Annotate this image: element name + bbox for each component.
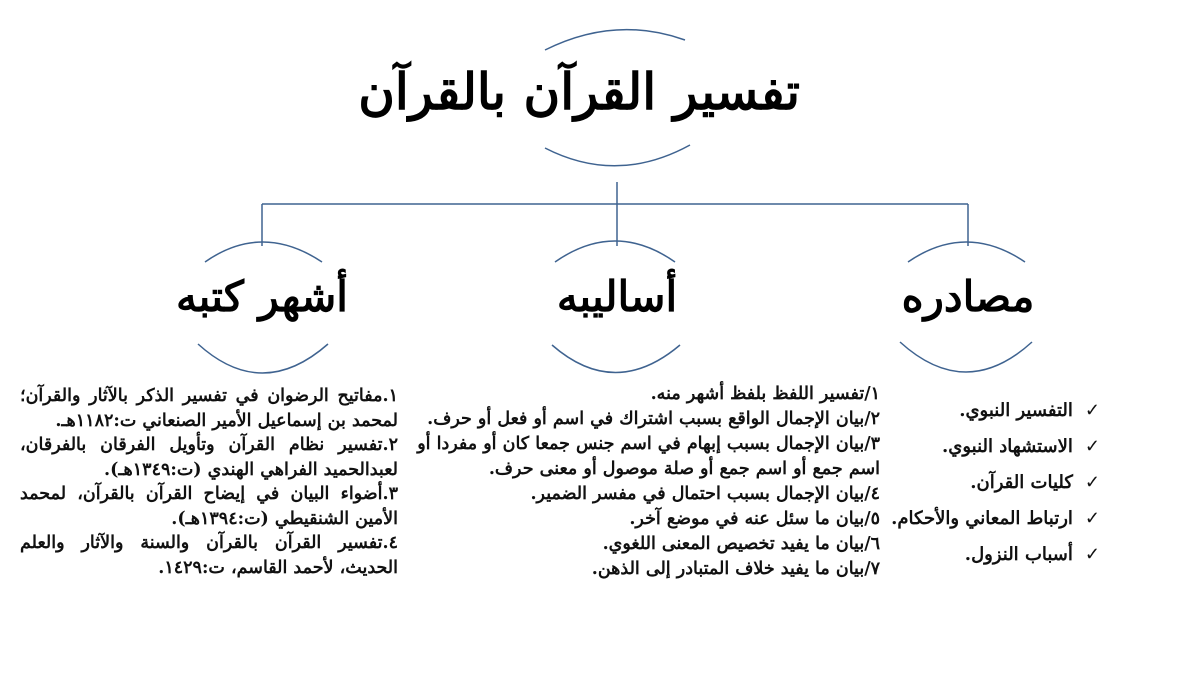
list-item: ٤.تفسير القرآن بالقرآن والسنة والآثار والعلم الحديث، لأحمد القاسم، ت:١٤٢٩. (20, 533, 398, 578)
list-item: ✓الاستشهاد النبوي. (880, 429, 1100, 465)
styles-heading: أساليبه (556, 272, 678, 321)
sources-heading: مصادره (901, 272, 1035, 321)
list-item: ٦/بيان ما يفيد تخصيص المعنى اللغوي. (602, 534, 880, 554)
books-arc-top (205, 242, 322, 262)
list-item: ٤/بيان الإجمال بسبب احتمال في مفسر الضمير. (530, 484, 880, 504)
sources-arc-top (908, 242, 1025, 262)
list-item: ٧/بيان ما يفيد خلاف المتبادر إلى الذهن. (591, 559, 880, 579)
diagram-title: تفسير القرآن بالقرآن (358, 62, 800, 121)
check-icon: ✓ (1084, 508, 1100, 529)
check-icon: ✓ (1084, 472, 1100, 493)
books-list (20, 384, 398, 580)
list-item: ٢.تفسير نظام القرآن وتأويل الفرقان بالفرقان، لعبدالحميد الفراهي الهندي (ت:١٣٤٩هـ). (20, 435, 398, 480)
list-item: ١/تفسير اللفظ بلفظ أشهر منه. (650, 384, 880, 404)
books-arc-bottom (198, 344, 328, 373)
list-item: ✓ارتباط المعاني والأحكام. (880, 501, 1100, 537)
books-heading: أشهر كتبه (176, 272, 348, 321)
list-item: ✓أسباب النزول. (880, 537, 1100, 573)
styles-arc-top (555, 241, 675, 262)
list-item: ✓التفسير النبوي. (880, 393, 1100, 429)
sources-arc-bottom (900, 342, 1032, 372)
styles-arc-bottom (552, 345, 680, 373)
check-icon: ✓ (1084, 436, 1100, 457)
list-item: ✓كليات القرآن. (880, 465, 1100, 501)
title-arc-bottom (545, 145, 690, 166)
check-icon: ✓ (1084, 400, 1100, 421)
list-item: ٢/بيان الإجمال الواقع بسبب اشتراك في اسم أو فعل أو حرف. (427, 409, 880, 429)
list-item: ٣/بيان الإجمال بسبب إبهام في اسم جنس جمعا كان أو مفردا أو اسم جمع أو اسم جمع أو صلة موصول أو معنى حرف. (417, 434, 880, 479)
list-item: ١.مفاتيح الرضوان في تفسير الذكر بالآثار والقرآن؛ لمحمد بن إسماعيل الأمير الصنعاني ت:١١٨٢هـ. (20, 386, 398, 431)
check-icon: ✓ (1084, 544, 1100, 565)
list-item: ٥/بيان ما سئل عنه في موضع آخر. (629, 509, 880, 529)
list-item: ٣.أضواء البيان في إيضاح القرآن بالقرآن، لمحمد الأمين الشنقيطي (ت:١٣٩٤هـ). (20, 484, 398, 529)
sources-list (880, 393, 1100, 573)
title-arc-top (545, 30, 685, 50)
styles-list (410, 382, 880, 582)
